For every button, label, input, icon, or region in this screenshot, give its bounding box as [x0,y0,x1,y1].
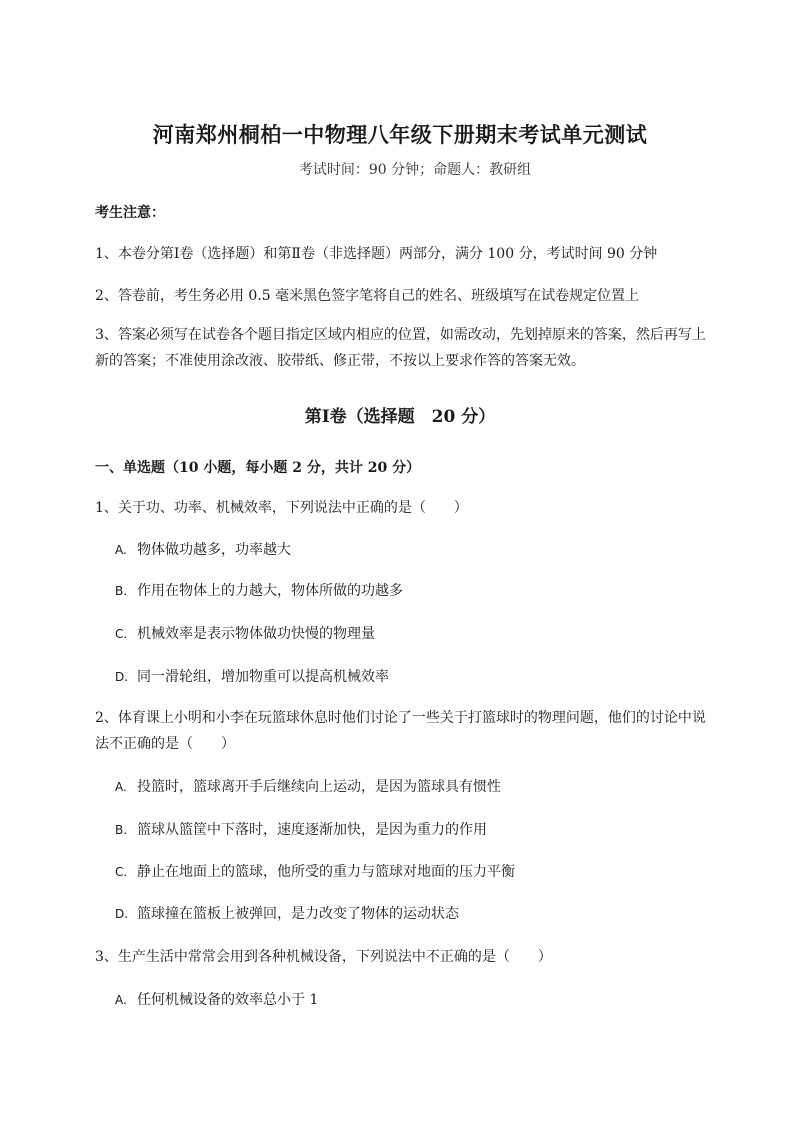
question-2-option-b [115,819,487,839]
option-letter: A. [115,993,127,1007]
question-3-option-a [115,989,318,1009]
question-1-option-d [115,666,389,686]
option-letter: B. [115,823,128,837]
option-text: 机械效率是表示物体做功快慢的物理量 [137,626,375,642]
notice-item-1: 1、本卷分第Ⅰ卷（选择题）和第Ⅱ卷（非选择题）两部分，满分 100 分，考试时间 90 分钟 [95,246,658,262]
question-3-stem: 3、生产生活中常常会用到各种机械设备，下列说法中不正确的是（ ） [95,949,552,965]
option-text: 任何机械设备的效率总小于 1 [137,992,319,1008]
part-heading: 一、单选题（10 小题，每小题 2 分，共计 20 分） [95,460,421,476]
option-text: 篮球撞在篮板上被弹回，是力改变了物体的运动状态 [137,906,459,922]
option-text: 投篮时，篮球离开手后继续向上运动，是因为篮球具有惯性 [137,779,501,795]
notice-item-3: 3、答案必须写在试卷各个题目指定区域内相应的位置，如需改动，先划掉原来的答案，然后再写上新的答案；不准使用涂改液、胶带纸、修正带，不按以上要求作答的答案无效。 [95,327,706,369]
option-text: 篮球从篮筐中下落时，速度逐渐加快，是因为重力的作用 [137,822,487,838]
option-text: 物体做功越多，功率越大 [137,542,291,558]
notice-item-2: 2、答卷前，考生务必用 0.5 毫米黑色签字笔将自己的姓名、班级填写在试卷规定位置上 [95,288,640,304]
option-letter: B. [115,584,128,598]
option-letter: C. [115,627,128,641]
option-text: 作用在物体上的力越大，物体所做的功越多 [137,583,403,599]
exam-title: 河南郑州桐柏一中物理八年级下册期末考试单元测试 [152,122,648,147]
option-letter: C. [115,865,128,879]
option-letter: A. [115,780,127,794]
notice-heading: 考生注意： [95,205,165,221]
section-title: 第Ⅰ卷（选择题 20 分） [304,407,496,427]
question-2-option-d [115,903,459,923]
question-2-option-a [115,776,501,796]
question-2-stem: 2、体育课上小明和小李在玩篮球休息时他们讨论了一些关于打篮球时的物理问题，他们的讨论中说法不正确的是（ ） [95,710,706,752]
option-letter: D. [115,907,129,921]
question-1-option-c [115,623,375,643]
exam-subtitle: 考试时间：90 分钟；命题人：教研组 [298,162,532,178]
question-1-option-a [115,539,291,559]
question-1-stem: 1、关于功、功率、机械效率，下列说法中正确的是（ ） [95,500,468,516]
option-letter: D. [115,670,129,684]
option-text: 静止在地面上的篮球，他所受的重力与篮球对地面的压力平衡 [137,864,515,880]
question-1-option-b [115,580,403,600]
option-letter: A. [115,543,127,557]
option-text: 同一滑轮组，增加物重可以提高机械效率 [137,669,389,685]
question-2-option-c [115,861,515,881]
